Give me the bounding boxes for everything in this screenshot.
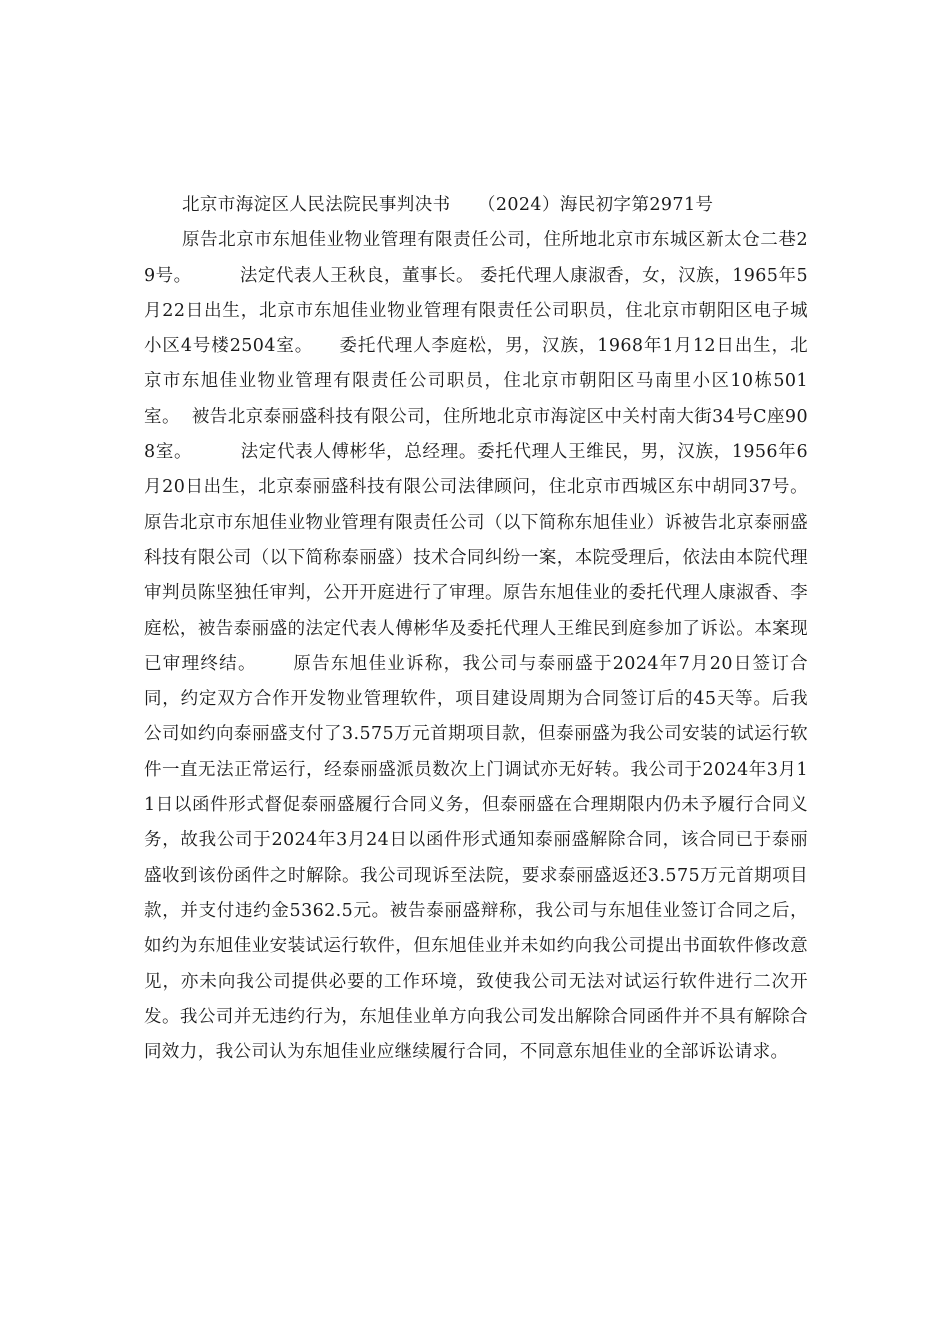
judgment-heading: 北京市海淀区人民法院民事判决书 （2024）海民初字第2971号 — [182, 195, 714, 215]
judgment-body: 原告北京市东旭佳业物业管理有限责任公司，住所地北京市东城区新太仓二巷29号。 法定代表人王秋良，董事长。 委托代理人康淑香，女，汉族，1965年5月22日出生，北京市东旭佳业物业管理有限责任公司职员，住北京市朝阳区电子城小区4号楼2504室。 委托代理人李庭松，男，汉族，1968年1月12日出生，北京市东旭佳业物业管理有限责任公司职员，住北京市朝阳区马南里小区10栋501室。 被告北京泰丽盛科技有限公司，住所地北京市海淀区中关村南大街34号C座908室。 法定代表人傅彬华，总经理。委托代理人王维民，男，汉族，1956年6月20日出生，北京泰丽盛科技有限公司法律顾问，住北京市西城区东中胡同37号。 原告北京市东旭佳业物业管理有限责任公司（以下简称东旭佳业）诉被告北京泰丽盛科技有限公司（以下简称泰丽盛）技术合同纠纷一案，本院受理后，依法由本院代理审判员陈坚独任审判，公开开庭进行了审理。原告东旭佳业的委托代理人康淑香、李庭松，被告泰丽盛的法定代表人傅彬华及委托代理人王维民到庭参加了诉讼。本案现已审理终结。 原告东旭佳业诉称，我公司与泰丽盛于2024年7月20日签订合同，约定双方合作开发物业管理软件，项目建设周期为合同签订后的45天等。后我公司如约向泰丽盛支付了3.575万元首期项目款，但泰丽盛为我公司安装的试运行软件一直无法正常运行，经泰丽盛派员数次上门调试亦无好转。我公司于2024年3月11日以函件形式督促泰丽盛履行合同义务，但泰丽盛在合理期限内仍未予履行合同义务，故我公司于2024年3月24日以函件形式通知泰丽盛解除合同，该合同已于泰丽盛收到该份函件之时解除。我公司现诉至法院，要求泰丽盛返还3.575万元首期项目款，并支付违约金5362.5元。被告泰丽盛辩称，我公司与东旭佳业签订合同之后，如约为东旭佳业安装试运行软件，但东旭佳业并未如约向我公司提出书面软件修改意见，亦未向我公司提供必要的工作环境，致使我公司无法对试运行软件进行二次开发。我公司并无违约行为，东旭佳业单方向我公司发出解除合同函件并不具有解除合同效力，我公司认为东旭佳业应继续履行合同，不同意东旭佳业的全部诉讼请求。 — [144, 230, 822, 1063]
document-page — [144, 188, 822, 1070]
